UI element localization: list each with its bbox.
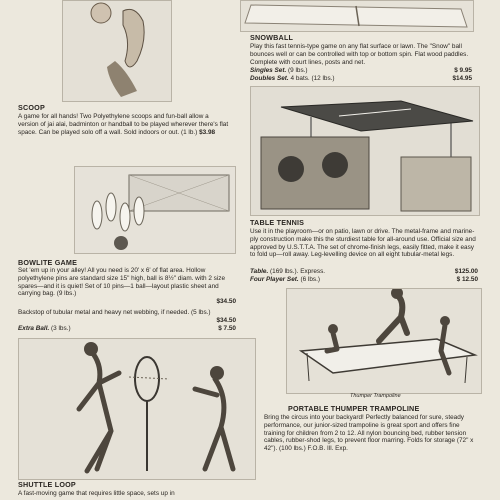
shuttle-loop-photo [18,338,256,480]
snowball-price-row-singles: Singles Set. (9 lbs.) $ 9.95 [250,67,472,74]
shuttle-loop-description: A fast-moving game that requires little space, sets up in [18,490,175,497]
table-tennis-description: Use it in the playroom—or on patio, lawn or drive. The metal-frame and marine-ply construction make this the sturdiest table for all-around use. Official size and approved by U.S.T.T.A. The set of chrome-finish legs, easily fitted, make it easy to fold up—roll away. Leg-levelling device on all eight tubular-metal legs. [250,228,476,259]
table-tennis-title: TABLE TENNIS [250,218,305,227]
table-tennis-price-row-table: Table. (169 lbs.). Express. $125.00 [250,268,478,275]
trampoline-title: PORTABLE THUMPER TRAMPOLINE [288,404,420,413]
snowball-price-row-doubles: Doubles Set. 4 bats. (12 lbs.) $14.95 [250,74,472,82]
snowball-photo [240,0,474,32]
bowlite-price: $34.50 [216,298,236,305]
table-tennis-price-row-four-player: Four Player Set. (6 lbs.) $ 12.50 [250,275,478,283]
trampoline-photo [286,288,482,394]
bowlite-backstop-description: Backstop of tubular metal and heavy net webbing, if needed. (5 lbs.) [18,309,211,316]
scoop-price: $3.98 [199,128,216,136]
snowball-prices [250,67,472,83]
snowball-title: SNOWBALL [250,33,294,42]
shuttle-loop-title: SHUTTLE LOOP [18,480,76,489]
trampoline-description: Bring the circus into your backyard! Perfectly balanced for sure, steady performance, our junior-sized trampoline is great sport and offers fine training for children from 2 to 12. All nylon bouncing bed, rubber tension cables, rubber-shod legs, to prevent floor marring. Folds for storage (72" x 42"). (100 lbs.) F.O.B. Ill. Exp. [264,414,474,453]
scoop-title: SCOOP [18,103,45,112]
bowlite-photo [74,166,236,254]
scoop-description: A game for all hands! Two Polyethylene scoops and fun-ball allow a version of jai alai, badminton or handball to be played wherever there's flat space. Can be played solo off a wall. Sold indoors or out. (1 lb.) $3.98 [18,113,229,136]
snowball-description: Play this fast tennis-type game on any flat surface or lawn. The "Snow" ball bounces well or can be controlled with top or bottom spin. Flat wood paddles. Complete with court lines, posts and net. [250,43,469,66]
bowlite-title: BOWLITE GAME [18,258,78,267]
bowlite-description: Set 'em up in your alley! All you need is 20' x 6' of flat area. Hollow polyethylene pins are standard size 15" high, ball is 8½" diam. with 2 size spares—and it is quiet! Set of 10 pins—1 ball—layout plastic sheet and carrying bag. (9 lbs.) [18,267,226,298]
table-tennis-photo [250,86,480,216]
bowlite-extra-ball-row: Extra Ball. (3 lbs.) $ 7.50 [18,325,236,332]
scoop-photo [62,0,172,102]
trampoline-caption: Thumper Trampoline [350,393,401,399]
table-tennis-prices [250,268,478,284]
bowlite-backstop-price: $34.50 [216,317,236,324]
